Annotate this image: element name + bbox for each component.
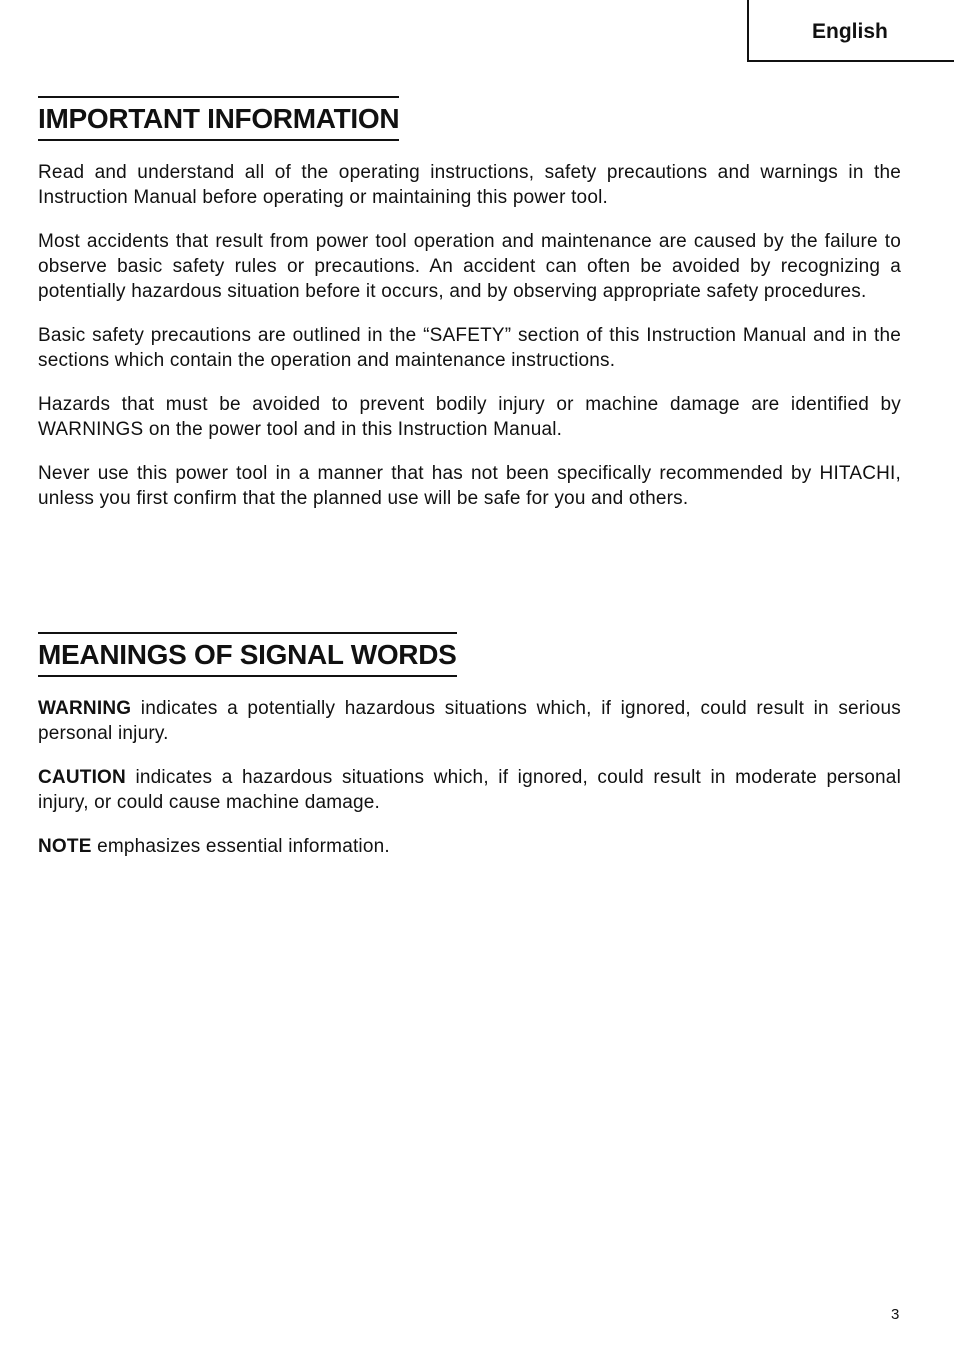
signal-word-definition [38, 765, 901, 815]
signal-word-term: NOTE [38, 836, 92, 857]
info-paragraph: Never use this power tool in a manner that has not been specifically recommended by HITACHI, unless you first confirm that the planned use will be safe for you and others. [38, 463, 901, 509]
important-information-heading: IMPORTANT INFORMATION [38, 96, 399, 141]
language-tab [747, 0, 954, 62]
signal-words-heading: MEANINGS OF SIGNAL WORDS [38, 632, 457, 677]
signal-word-text: emphasizes essential information. [91, 836, 390, 857]
signal-word-text: indicates a hazardous situations which, if ignored, could result in moderate personal injury, or could cause machine damage. [38, 767, 901, 813]
language-label: English [812, 20, 888, 43]
signal-word-definition [38, 696, 901, 746]
important-information-section [38, 96, 901, 511]
signal-word-term: WARNING [38, 698, 132, 719]
info-paragraph: Hazards that must be avoided to prevent bodily injury or machine damage are identified by WARNINGS on the power tool and in this Instruction Manual. [38, 394, 901, 440]
signal-word-definition [38, 834, 901, 859]
page-number: 3 [891, 1306, 900, 1323]
signal-words-section [38, 632, 901, 859]
info-paragraph: Basic safety precautions are outlined in the “SAFETY” section of this Instruction Manual and in the sections which contain the operation and maintenance instructions. [38, 325, 901, 371]
info-paragraph: Most accidents that result from power tool operation and maintenance are caused by the failure to observe basic safety rules or precautions. An accident can often be avoided by recognizing a potentially hazardous situation before it occurs, and by observing appropriate safety procedures. [38, 231, 901, 302]
info-paragraph: Read and understand all of the operating instructions, safety precautions and warnings in the Instruction Manual before operating or maintaining this power tool. [38, 162, 901, 208]
signal-word-text: indicates a potentially hazardous situations which, if ignored, could result in serious personal injury. [38, 698, 901, 744]
signal-word-term: CAUTION [38, 767, 126, 788]
